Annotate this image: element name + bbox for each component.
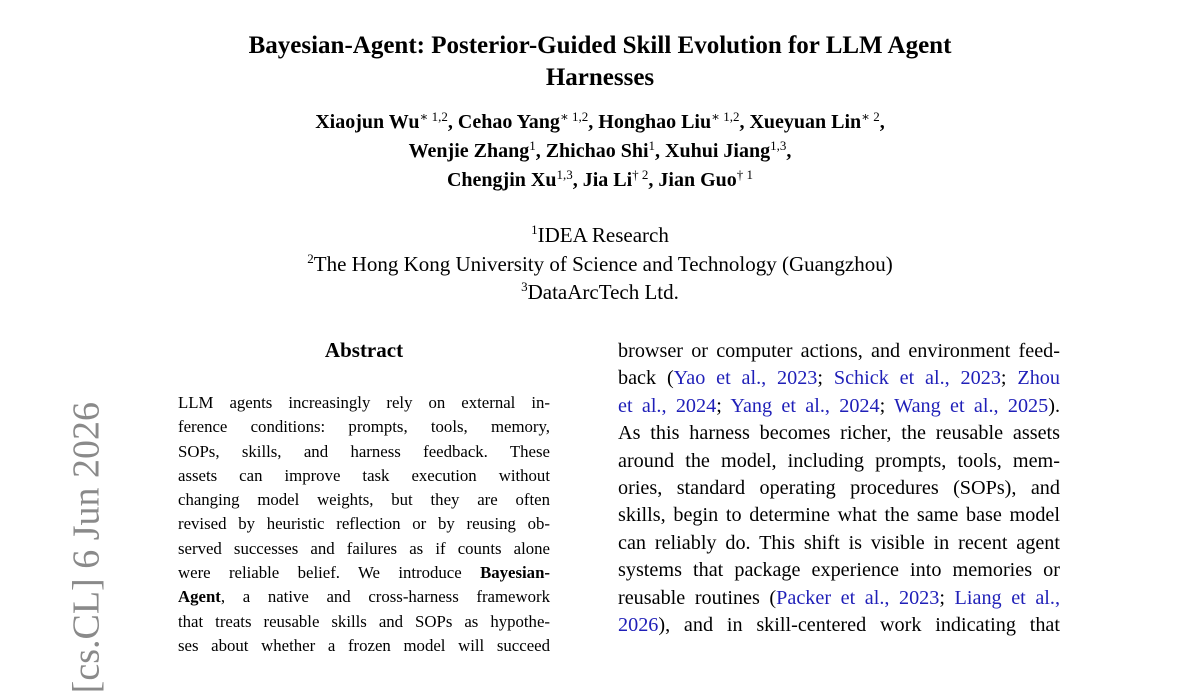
author-mark: ∗ 1,2: [559, 109, 589, 124]
author-sep: ,: [588, 111, 599, 133]
citation-link[interactable]: Liang et al.,: [954, 586, 1060, 609]
author-line-3: [150, 166, 1050, 195]
body-line: skills, begin to determine what the same base model: [618, 504, 1060, 527]
citation-link[interactable]: Wang et al., 2025: [894, 394, 1049, 417]
title-line-1: Bayesian-Agent: Posterior-Guided Skill Evolution for LLM Agent: [248, 32, 952, 59]
abstract-line: SOPs, skills, and harness feedback. These: [178, 441, 550, 461]
affiliation-mark: 1: [531, 222, 538, 237]
author-sep: ,: [655, 140, 666, 162]
author-mark: ∗ 1,2: [711, 109, 740, 124]
body-line: [618, 612, 1060, 639]
title-line-2: Harnesses: [545, 64, 655, 91]
abstract-line: changing model weights, but they are often: [178, 490, 550, 510]
citation-link[interactable]: Zhou: [1017, 367, 1060, 390]
body-text: ;: [939, 586, 955, 609]
body-line: [618, 585, 1060, 612]
author-name: Cehao Yang: [457, 111, 560, 133]
author-name: Chengjin Xu: [446, 169, 557, 191]
citation-link[interactable]: Yao et al., 2023: [673, 367, 818, 390]
body-line: [618, 393, 1060, 420]
author-sep: ,: [447, 111, 458, 133]
author-name: Jian Guo: [658, 169, 737, 191]
framework-name: Bayesian-: [480, 563, 550, 583]
affiliation-name: IDEA Research: [537, 223, 669, 247]
abstract-text: , a native and cross-harness framework: [220, 587, 550, 607]
author-line-1: [150, 108, 1050, 137]
citation-link[interactable]: 2026: [618, 614, 659, 637]
affiliation-mark: 2: [307, 250, 314, 266]
body-line: [618, 365, 1060, 392]
abstract-line: revised by heuristic reflection or by reusing ob-: [178, 514, 550, 534]
author-mark: ∗ 2: [861, 109, 880, 124]
author-name: Xueyuan Lin: [749, 111, 862, 133]
body-text: ;: [879, 394, 895, 417]
affiliation-list: [150, 221, 1050, 307]
abstract-body: [178, 391, 550, 658]
body-line: around the model, including prompts, tools, mem-: [618, 449, 1060, 472]
abstract-line: assets can improve task execution without: [178, 465, 550, 485]
author-name: Xuhui Jiang: [665, 140, 771, 162]
abstract-line: [178, 561, 550, 585]
affiliation: [150, 250, 1050, 279]
body-text: ).: [1048, 394, 1061, 417]
author-mark: ∗ 1,2: [419, 109, 448, 124]
citation-link[interactable]: Schick et al., 2023: [833, 367, 1001, 390]
author-sep: ,: [739, 111, 750, 133]
affiliation-name: DataArcTech Ltd.: [527, 280, 679, 304]
author-mark: 1: [529, 138, 536, 153]
framework-name: Agent: [178, 587, 221, 607]
abstract-line: [178, 585, 550, 609]
affiliation-name: The Hong Kong University of Science and Technology (Guangzhou): [313, 251, 893, 276]
author-name: Zhichao Shi: [545, 140, 649, 162]
body-column: [618, 338, 1060, 639]
body-line: systems that package experience into memories or: [618, 559, 1060, 582]
author-name: Wenjie Zhang: [408, 140, 530, 162]
author-mark: 1: [648, 138, 656, 153]
author-mark: † 1: [736, 167, 754, 182]
author-sep: ,: [879, 111, 885, 133]
author-sep: ,: [786, 140, 792, 162]
paper-title: [150, 30, 1050, 94]
affiliation: [150, 221, 1050, 250]
body-text: ), and in skill-centered work indicating that: [658, 614, 1060, 637]
arxiv-stamp: [32, 402, 107, 693]
author-sep: ,: [648, 169, 659, 191]
abstract-line: served successes and failures as if counts alone: [178, 538, 550, 558]
body-text: back (: [618, 367, 674, 390]
citation-link[interactable]: Packer et al., 2023: [776, 586, 940, 609]
citation-link[interactable]: et al., 2024: [618, 394, 717, 417]
citation-link[interactable]: Yang et al., 2024: [730, 394, 880, 417]
author-sep: ,: [535, 140, 546, 162]
abstract-line: ses about whether a frozen model will succeed: [178, 635, 550, 655]
author-mark: 1,3: [770, 138, 787, 153]
author-mark: 1,3: [556, 167, 573, 182]
abstract-heading: Abstract: [324, 338, 404, 362]
body-text: ;: [716, 394, 731, 417]
affiliation: [150, 278, 1050, 307]
body-line: browser or computer actions, and environment feed-: [618, 340, 1060, 362]
body-line: As this harness becomes richer, the reusable assets: [618, 422, 1060, 445]
author-sep: ,: [572, 169, 583, 191]
body-text: ;: [1000, 367, 1018, 390]
body-text: reusable routines (: [618, 586, 777, 609]
abstract-line: LLM agents increasingly rely on external in-: [178, 393, 550, 412]
abstract-line: ference conditions: prompts, tools, memory,: [178, 417, 550, 437]
body-text: ;: [817, 367, 834, 390]
body-line: can reliably do. This shift is visible in recent agent: [618, 531, 1060, 554]
arxiv-stamp-text: [cs.CL] 6 Jun 2026: [65, 402, 107, 693]
author-name: Honghao Liu: [598, 111, 712, 133]
author-list: [150, 108, 1050, 195]
author-name: Jia Li: [582, 169, 633, 191]
body-line: ories, standard operating procedures (SOPs), and: [618, 477, 1060, 500]
affiliation-mark: 3: [521, 279, 528, 294]
abstract-text: were reliable belief. We introduce: [178, 563, 481, 583]
author-line-2: [150, 137, 1050, 166]
author-mark: † 2: [632, 167, 649, 182]
abstract-line: that treats reusable skills and SOPs as hypothe-: [178, 611, 550, 631]
author-name: Xiaojun Wu: [315, 111, 420, 133]
